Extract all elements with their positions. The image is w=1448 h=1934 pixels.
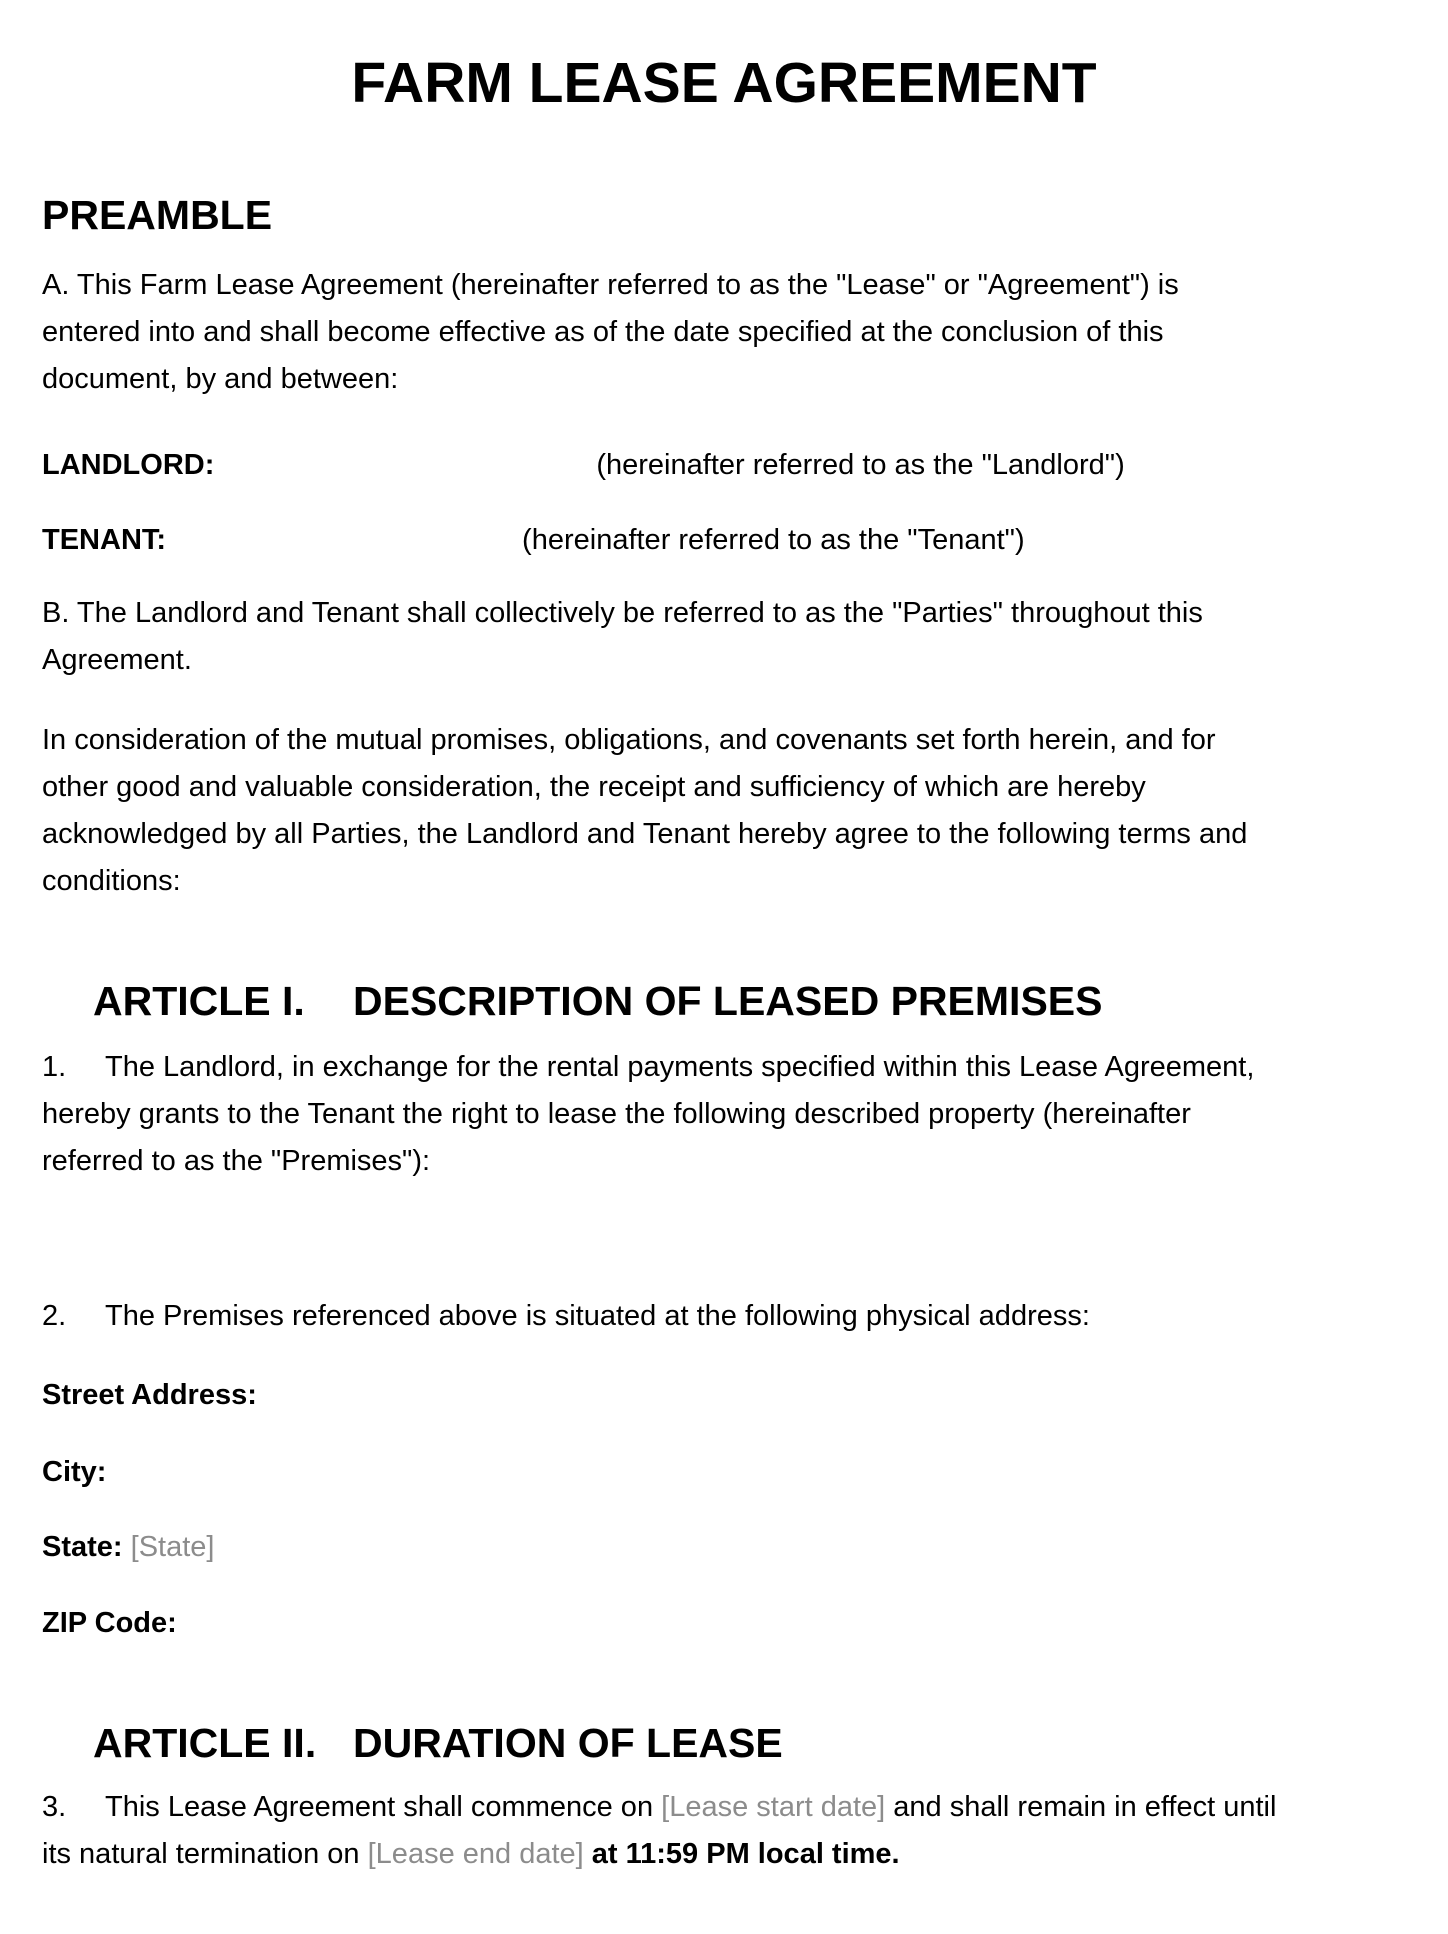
zip-code-label: ZIP Code: — [42, 1607, 177, 1639]
clause-1-paragraph — [42, 1044, 1406, 1185]
street-address-row — [42, 1372, 1406, 1419]
lease-start-date-field[interactable]: [Lease start date] — [661, 1791, 886, 1823]
text-line — [42, 1784, 1406, 1831]
landlord-label: LANDLORD: — [42, 449, 215, 481]
text-line: entered into and shall become effective as of the date specified at the conclusion of this — [42, 316, 1164, 348]
city-label: City: — [42, 1456, 107, 1488]
tenant-note: (hereinafter referred to as the "Tenant") — [522, 524, 1025, 556]
article1-number: ARTICLE I. — [93, 978, 305, 1024]
text-segment: The Premises referenced above is situated at the following physical address: — [105, 1300, 1090, 1332]
text-segment: The Landlord, in exchange for the rental payments specified within this Lease Agreement, — [105, 1051, 1255, 1083]
premises-legal-description-field[interactable] — [42, 1185, 1406, 1293]
street-address-field[interactable] — [257, 1403, 677, 1404]
text-line: acknowledged by all Parties, the Landlord and Tenant hereby agree to the following terms and — [42, 818, 1248, 850]
street-address-label: Street Address: — [42, 1379, 257, 1411]
zip-code-field[interactable] — [177, 1631, 597, 1632]
clause-1-number: 1. — [42, 1051, 67, 1083]
clause-2-number: 2. — [42, 1300, 67, 1332]
text-line: In consideration of the mutual promises, obligations, and covenants set forth herein, and for — [42, 724, 1216, 756]
text-line: conditions: — [42, 865, 181, 897]
text-line: other good and valuable consideration, the receipt and sufficiency of which are hereby — [42, 771, 1146, 803]
text-line: A. This Farm Lease Agreement (hereinafter referred to as the "Lease" or "Agreement") is — [42, 269, 1179, 301]
lease-end-time-text: at 11:59 PM local time. — [583, 1838, 900, 1870]
text-line: document, by and between: — [42, 363, 399, 395]
article1-heading — [93, 975, 1406, 1027]
landlord-row — [42, 442, 1406, 489]
state-label: State: — [42, 1531, 123, 1563]
lease-end-date-field[interactable]: [Lease end date] — [367, 1838, 584, 1870]
landlord-name-field[interactable] — [214, 473, 596, 474]
clause-b-paragraph — [42, 590, 1406, 684]
clause-3-paragraph — [42, 1784, 1406, 1878]
tenant-row — [42, 517, 1406, 564]
zip-code-row — [42, 1600, 1406, 1647]
text-line: hereby grants to the Tenant the right to lease the following described property (hereinafter — [42, 1098, 1191, 1130]
text-segment: and shall remain in effect until — [885, 1791, 1277, 1823]
state-placeholder-field[interactable]: [State] — [130, 1531, 215, 1563]
article1-title: DESCRIPTION OF LEASED PREMISES — [353, 978, 1103, 1024]
tenant-label: TENANT: — [42, 524, 167, 556]
consideration-paragraph — [42, 717, 1406, 905]
text-line: referred to as the "Premises"): — [42, 1145, 431, 1177]
clause-a-paragraph — [42, 262, 1406, 403]
text-segment: its natural termination on — [42, 1838, 368, 1870]
document-title: FARM LEASE AGREEMENT — [351, 51, 1097, 115]
clause-3-number: 3. — [42, 1791, 67, 1823]
text-line — [42, 1044, 1406, 1091]
preamble-heading: PREAMBLE — [42, 192, 273, 238]
text-line: B. The Landlord and Tenant shall collectively be referred to as the "Parties" throughout this — [42, 597, 1203, 629]
clause-2-paragraph — [42, 1293, 1406, 1340]
article2-number: ARTICLE II. — [93, 1720, 317, 1766]
text-line — [42, 1293, 1406, 1340]
state-row — [42, 1524, 1406, 1571]
spacer — [123, 1531, 131, 1563]
city-field[interactable] — [106, 1480, 526, 1481]
text-segment: This Lease Agreement shall commence on — [105, 1791, 662, 1823]
article2-heading — [93, 1717, 1406, 1769]
text-line — [42, 1831, 1406, 1878]
landlord-note: (hereinafter referred to as the "Landlord") — [596, 449, 1125, 481]
article2-title: DURATION OF LEASE — [353, 1720, 783, 1766]
text-line: Agreement. — [42, 644, 192, 676]
city-row — [42, 1449, 1406, 1496]
tenant-name-field[interactable] — [166, 548, 522, 549]
